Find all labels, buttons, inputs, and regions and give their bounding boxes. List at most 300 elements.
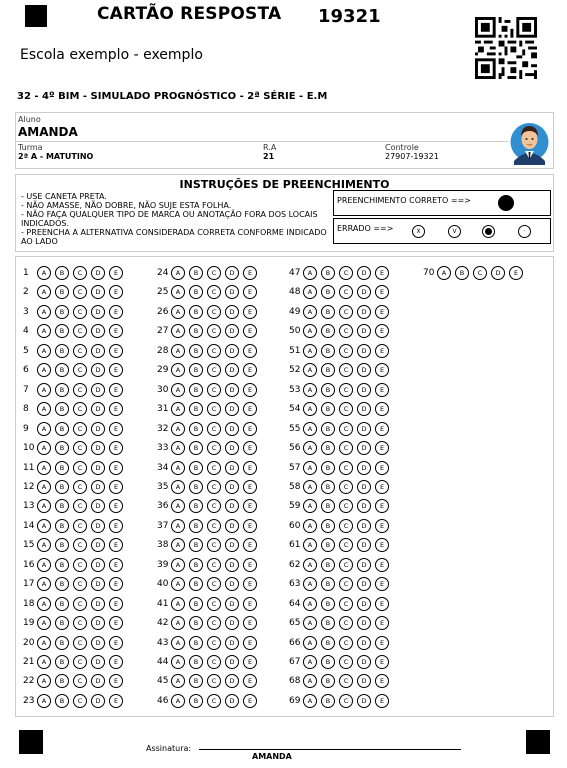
answer-bubble-d[interactable]: D [357,577,371,591]
answer-bubble-d[interactable]: D [91,519,105,533]
answer-bubble-c[interactable]: C [207,655,221,669]
answer-bubble-c[interactable]: C [73,461,87,475]
answer-bubble-b[interactable]: B [189,285,203,299]
answer-bubble-c[interactable]: C [473,266,487,280]
answer-bubble-b[interactable]: B [321,266,335,280]
answer-bubble-c[interactable]: C [73,363,87,377]
answer-bubble-e[interactable]: E [243,655,257,669]
answer-bubble-c[interactable]: C [339,558,353,572]
answer-bubble-c[interactable]: C [207,499,221,513]
answer-bubble-a[interactable]: A [303,383,317,397]
answer-bubble-d[interactable]: D [91,499,105,513]
answer-bubble-d[interactable]: D [225,363,239,377]
answer-bubble-d[interactable]: D [357,363,371,377]
answer-bubble-c[interactable]: C [207,344,221,358]
answer-bubble-b[interactable]: B [321,441,335,455]
answer-bubble-b[interactable]: B [55,461,69,475]
answer-bubble-d[interactable]: D [225,694,239,708]
answer-bubble-b[interactable]: B [321,480,335,494]
answer-bubble-e[interactable]: E [243,461,257,475]
answer-bubble-b[interactable]: B [189,441,203,455]
answer-bubble-e[interactable]: E [375,383,389,397]
answer-bubble-a[interactable]: A [303,694,317,708]
answer-bubble-a[interactable]: A [37,558,51,572]
answer-bubble-c[interactable]: C [73,383,87,397]
answer-bubble-e[interactable]: E [375,441,389,455]
answer-bubble-a[interactable]: A [171,655,185,669]
answer-bubble-b[interactable]: B [55,402,69,416]
answer-bubble-c[interactable]: C [73,558,87,572]
answer-bubble-c[interactable]: C [207,305,221,319]
answer-bubble-e[interactable]: E [375,558,389,572]
answer-bubble-d[interactable]: D [225,538,239,552]
answer-bubble-e[interactable]: E [243,324,257,338]
answer-bubble-d[interactable]: D [357,499,371,513]
answer-bubble-d[interactable]: D [357,616,371,630]
answer-bubble-a[interactable]: A [171,499,185,513]
answer-bubble-c[interactable]: C [73,597,87,611]
answer-bubble-b[interactable]: B [55,499,69,513]
answer-bubble-c[interactable]: C [207,363,221,377]
answer-bubble-d[interactable]: D [225,499,239,513]
answer-bubble-e[interactable]: E [243,480,257,494]
answer-bubble-c[interactable]: C [339,441,353,455]
answer-bubble-a[interactable]: A [303,285,317,299]
answer-bubble-e[interactable]: E [109,266,123,280]
answer-bubble-b[interactable]: B [189,324,203,338]
answer-bubble-d[interactable]: D [225,577,239,591]
answer-bubble-d[interactable]: D [225,461,239,475]
answer-bubble-a[interactable]: A [303,266,317,280]
answer-bubble-b[interactable]: B [55,285,69,299]
answer-bubble-c[interactable]: C [207,636,221,650]
answer-bubble-e[interactable]: E [109,597,123,611]
answer-bubble-b[interactable]: B [55,577,69,591]
answer-bubble-a[interactable]: A [37,441,51,455]
answer-bubble-a[interactable]: A [37,344,51,358]
answer-bubble-e[interactable]: E [109,441,123,455]
answer-bubble-d[interactable]: D [225,324,239,338]
answer-bubble-a[interactable]: A [171,577,185,591]
answer-bubble-c[interactable]: C [73,499,87,513]
answer-bubble-d[interactable]: D [91,597,105,611]
answer-bubble-a[interactable]: A [171,363,185,377]
answer-bubble-a[interactable]: A [37,636,51,650]
answer-bubble-a[interactable]: A [171,674,185,688]
answer-bubble-a[interactable]: A [37,461,51,475]
answer-bubble-b[interactable]: B [189,305,203,319]
answer-bubble-a[interactable]: A [37,285,51,299]
answer-bubble-b[interactable]: B [55,324,69,338]
answer-bubble-e[interactable]: E [243,558,257,572]
answer-bubble-e[interactable]: E [375,461,389,475]
answer-bubble-a[interactable]: A [37,422,51,436]
answer-bubble-c[interactable]: C [339,344,353,358]
answer-bubble-a[interactable]: A [171,597,185,611]
answer-bubble-a[interactable]: A [303,363,317,377]
answer-bubble-b[interactable]: B [189,694,203,708]
answer-bubble-e[interactable]: E [375,655,389,669]
answer-bubble-e[interactable]: E [375,480,389,494]
answer-bubble-c[interactable]: C [339,538,353,552]
answer-bubble-d[interactable]: D [91,461,105,475]
answer-bubble-c[interactable]: C [73,305,87,319]
answer-bubble-c[interactable]: C [73,674,87,688]
answer-bubble-e[interactable]: E [109,519,123,533]
answer-bubble-d[interactable]: D [357,674,371,688]
answer-bubble-c[interactable]: C [207,285,221,299]
answer-bubble-c[interactable]: C [339,266,353,280]
answer-bubble-a[interactable]: A [37,519,51,533]
answer-bubble-a[interactable]: A [171,324,185,338]
answer-bubble-d[interactable]: D [225,422,239,436]
answer-bubble-c[interactable]: C [73,480,87,494]
answer-bubble-a[interactable]: A [37,577,51,591]
answer-bubble-e[interactable]: E [375,344,389,358]
answer-bubble-a[interactable]: A [37,383,51,397]
answer-bubble-d[interactable]: D [91,441,105,455]
answer-bubble-c[interactable]: C [73,519,87,533]
answer-bubble-b[interactable]: B [189,577,203,591]
answer-bubble-c[interactable]: C [339,636,353,650]
answer-bubble-a[interactable]: A [37,694,51,708]
answer-bubble-e[interactable]: E [243,636,257,650]
answer-bubble-c[interactable]: C [73,538,87,552]
answer-bubble-c[interactable]: C [73,285,87,299]
answer-bubble-b[interactable]: B [189,674,203,688]
answer-bubble-a[interactable]: A [171,538,185,552]
answer-bubble-c[interactable]: C [73,422,87,436]
answer-bubble-e[interactable]: E [109,324,123,338]
answer-bubble-a[interactable]: A [303,674,317,688]
answer-bubble-b[interactable]: B [189,266,203,280]
answer-bubble-d[interactable]: D [91,480,105,494]
answer-bubble-a[interactable]: A [37,324,51,338]
answer-bubble-a[interactable]: A [303,499,317,513]
answer-bubble-a[interactable]: A [303,616,317,630]
answer-bubble-c[interactable]: C [207,324,221,338]
answer-bubble-e[interactable]: E [109,558,123,572]
answer-bubble-d[interactable]: D [91,324,105,338]
answer-bubble-e[interactable]: E [243,694,257,708]
answer-bubble-a[interactable]: A [171,266,185,280]
answer-bubble-e[interactable]: E [109,305,123,319]
answer-bubble-d[interactable]: D [225,266,239,280]
answer-bubble-a[interactable]: A [171,402,185,416]
answer-bubble-a[interactable]: A [171,305,185,319]
answer-bubble-d[interactable]: D [91,422,105,436]
answer-bubble-e[interactable]: E [243,674,257,688]
answer-bubble-d[interactable]: D [91,402,105,416]
answer-bubble-b[interactable]: B [189,655,203,669]
answer-bubble-b[interactable]: B [55,655,69,669]
answer-bubble-b[interactable]: B [55,636,69,650]
answer-bubble-d[interactable]: D [91,694,105,708]
answer-bubble-b[interactable]: B [189,461,203,475]
answer-bubble-a[interactable]: A [37,655,51,669]
answer-bubble-a[interactable]: A [303,655,317,669]
answer-bubble-d[interactable]: D [91,363,105,377]
answer-bubble-a[interactable]: A [171,344,185,358]
answer-bubble-e[interactable]: E [109,402,123,416]
answer-bubble-b[interactable]: B [189,499,203,513]
answer-bubble-c[interactable]: C [339,305,353,319]
answer-bubble-b[interactable]: B [55,480,69,494]
answer-bubble-a[interactable]: A [37,616,51,630]
answer-bubble-c[interactable]: C [73,402,87,416]
answer-bubble-b[interactable]: B [189,597,203,611]
answer-bubble-b[interactable]: B [189,480,203,494]
answer-bubble-d[interactable]: D [91,305,105,319]
answer-bubble-e[interactable]: E [109,285,123,299]
answer-bubble-b[interactable]: B [55,694,69,708]
answer-bubble-e[interactable]: E [109,655,123,669]
answer-bubble-b[interactable]: B [55,558,69,572]
answer-bubble-c[interactable]: C [207,577,221,591]
answer-bubble-d[interactable]: D [225,558,239,572]
answer-bubble-d[interactable]: D [225,597,239,611]
answer-bubble-e[interactable]: E [243,616,257,630]
answer-bubble-d[interactable]: D [225,519,239,533]
answer-bubble-b[interactable]: B [321,519,335,533]
answer-bubble-b[interactable]: B [321,499,335,513]
answer-bubble-b[interactable]: B [55,538,69,552]
answer-bubble-d[interactable]: D [225,402,239,416]
answer-bubble-d[interactable]: D [357,597,371,611]
answer-bubble-e[interactable]: E [375,324,389,338]
answer-bubble-b[interactable]: B [321,402,335,416]
answer-bubble-e[interactable]: E [375,577,389,591]
answer-bubble-c[interactable]: C [339,383,353,397]
answer-bubble-e[interactable]: E [243,402,257,416]
answer-bubble-e[interactable]: E [243,285,257,299]
answer-bubble-d[interactable]: D [357,538,371,552]
answer-bubble-d[interactable]: D [357,636,371,650]
answer-bubble-c[interactable]: C [339,285,353,299]
answer-bubble-b[interactable]: B [321,694,335,708]
answer-bubble-c[interactable]: C [207,538,221,552]
answer-bubble-d[interactable]: D [357,422,371,436]
answer-bubble-e[interactable]: E [375,402,389,416]
answer-bubble-e[interactable]: E [109,674,123,688]
answer-bubble-b[interactable]: B [189,422,203,436]
answer-bubble-b[interactable]: B [321,305,335,319]
answer-bubble-c[interactable]: C [339,422,353,436]
answer-bubble-e[interactable]: E [509,266,523,280]
answer-bubble-b[interactable]: B [55,344,69,358]
answer-bubble-c[interactable]: C [339,694,353,708]
answer-bubble-a[interactable]: A [171,480,185,494]
answer-bubble-a[interactable]: A [303,324,317,338]
answer-bubble-b[interactable]: B [189,616,203,630]
answer-bubble-a[interactable]: A [303,422,317,436]
answer-bubble-a[interactable]: A [303,558,317,572]
answer-bubble-c[interactable]: C [339,363,353,377]
answer-bubble-d[interactable]: D [357,480,371,494]
answer-bubble-d[interactable]: D [357,519,371,533]
answer-bubble-e[interactable]: E [375,285,389,299]
answer-bubble-e[interactable]: E [375,519,389,533]
answer-bubble-a[interactable]: A [171,285,185,299]
answer-bubble-b[interactable]: B [321,344,335,358]
answer-bubble-e[interactable]: E [375,363,389,377]
answer-bubble-d[interactable]: D [357,266,371,280]
answer-bubble-b[interactable]: B [321,461,335,475]
answer-bubble-c[interactable]: C [339,616,353,630]
answer-bubble-c[interactable]: C [207,694,221,708]
answer-bubble-d[interactable]: D [91,266,105,280]
answer-bubble-a[interactable]: A [37,402,51,416]
answer-bubble-a[interactable]: A [37,305,51,319]
answer-bubble-a[interactable]: A [303,519,317,533]
answer-bubble-d[interactable]: D [91,285,105,299]
answer-bubble-c[interactable]: C [73,616,87,630]
answer-bubble-e[interactable]: E [243,538,257,552]
answer-bubble-e[interactable]: E [375,499,389,513]
answer-bubble-c[interactable]: C [207,402,221,416]
answer-bubble-c[interactable]: C [339,597,353,611]
answer-bubble-e[interactable]: E [243,363,257,377]
answer-bubble-b[interactable]: B [321,636,335,650]
answer-bubble-b[interactable]: B [321,616,335,630]
answer-bubble-c[interactable]: C [73,636,87,650]
answer-bubble-b[interactable]: B [55,383,69,397]
answer-bubble-b[interactable]: B [321,558,335,572]
answer-bubble-a[interactable]: A [171,636,185,650]
answer-bubble-a[interactable]: A [303,597,317,611]
answer-bubble-b[interactable]: B [55,422,69,436]
answer-bubble-e[interactable]: E [109,499,123,513]
answer-bubble-d[interactable]: D [491,266,505,280]
answer-bubble-a[interactable]: A [171,441,185,455]
answer-bubble-d[interactable]: D [225,616,239,630]
answer-bubble-d[interactable]: D [357,461,371,475]
answer-bubble-b[interactable]: B [321,538,335,552]
answer-bubble-b[interactable]: B [321,324,335,338]
answer-bubble-d[interactable]: D [225,383,239,397]
answer-bubble-e[interactable]: E [243,597,257,611]
answer-bubble-a[interactable]: A [171,422,185,436]
answer-bubble-a[interactable]: A [37,674,51,688]
answer-bubble-e[interactable]: E [375,422,389,436]
answer-bubble-c[interactable]: C [339,655,353,669]
answer-bubble-e[interactable]: E [243,383,257,397]
answer-bubble-a[interactable]: A [303,344,317,358]
answer-bubble-a[interactable]: A [303,461,317,475]
answer-bubble-c[interactable]: C [207,441,221,455]
answer-bubble-a[interactable]: A [303,636,317,650]
answer-bubble-c[interactable]: C [73,441,87,455]
answer-bubble-b[interactable]: B [189,363,203,377]
answer-bubble-e[interactable]: E [109,363,123,377]
answer-bubble-c[interactable]: C [207,422,221,436]
answer-bubble-c[interactable]: C [339,324,353,338]
answer-bubble-e[interactable]: E [243,577,257,591]
answer-bubble-b[interactable]: B [55,266,69,280]
answer-bubble-c[interactable]: C [207,266,221,280]
answer-bubble-e[interactable]: E [243,441,257,455]
answer-bubble-d[interactable]: D [357,285,371,299]
answer-bubble-d[interactable]: D [357,305,371,319]
answer-bubble-e[interactable]: E [109,616,123,630]
answer-bubble-b[interactable]: B [189,636,203,650]
answer-bubble-c[interactable]: C [207,558,221,572]
answer-bubble-d[interactable]: D [225,674,239,688]
answer-bubble-c[interactable]: C [339,519,353,533]
answer-bubble-e[interactable]: E [375,305,389,319]
answer-bubble-d[interactable]: D [357,402,371,416]
answer-bubble-b[interactable]: B [189,519,203,533]
answer-bubble-e[interactable]: E [243,499,257,513]
answer-bubble-c[interactable]: C [73,266,87,280]
answer-bubble-b[interactable]: B [55,519,69,533]
answer-bubble-a[interactable]: A [171,519,185,533]
answer-bubble-b[interactable]: B [321,577,335,591]
answer-bubble-d[interactable]: D [357,383,371,397]
answer-bubble-c[interactable]: C [73,577,87,591]
answer-bubble-a[interactable]: A [437,266,451,280]
answer-bubble-d[interactable]: D [357,441,371,455]
answer-bubble-a[interactable]: A [37,266,51,280]
answer-bubble-b[interactable]: B [189,402,203,416]
answer-bubble-a[interactable]: A [171,558,185,572]
answer-bubble-d[interactable]: D [91,538,105,552]
answer-bubble-d[interactable]: D [91,383,105,397]
answer-bubble-c[interactable]: C [207,519,221,533]
answer-bubble-d[interactable]: D [91,655,105,669]
answer-bubble-d[interactable]: D [357,655,371,669]
answer-bubble-d[interactable]: D [357,344,371,358]
answer-bubble-d[interactable]: D [91,577,105,591]
answer-bubble-b[interactable]: B [55,305,69,319]
answer-bubble-d[interactable]: D [225,636,239,650]
answer-bubble-b[interactable]: B [189,383,203,397]
answer-bubble-e[interactable]: E [109,694,123,708]
answer-bubble-b[interactable]: B [55,363,69,377]
answer-bubble-e[interactable]: E [109,538,123,552]
answer-bubble-a[interactable]: A [37,363,51,377]
answer-bubble-d[interactable]: D [91,558,105,572]
answer-bubble-e[interactable]: E [109,383,123,397]
answer-bubble-e[interactable]: E [243,344,257,358]
answer-bubble-d[interactable]: D [357,324,371,338]
answer-bubble-b[interactable]: B [189,538,203,552]
answer-bubble-a[interactable]: A [303,538,317,552]
answer-bubble-c[interactable]: C [207,480,221,494]
answer-bubble-e[interactable]: E [243,422,257,436]
answer-bubble-b[interactable]: B [55,674,69,688]
answer-bubble-a[interactable]: A [37,480,51,494]
answer-bubble-b[interactable]: B [321,655,335,669]
answer-bubble-c[interactable]: C [73,324,87,338]
answer-bubble-b[interactable]: B [455,266,469,280]
answer-bubble-d[interactable]: D [225,441,239,455]
answer-bubble-a[interactable]: A [303,577,317,591]
answer-bubble-c[interactable]: C [339,499,353,513]
answer-bubble-c[interactable]: C [207,383,221,397]
answer-bubble-d[interactable]: D [225,305,239,319]
answer-bubble-c[interactable]: C [207,674,221,688]
answer-bubble-b[interactable]: B [55,616,69,630]
answer-bubble-a[interactable]: A [37,597,51,611]
answer-bubble-a[interactable]: A [171,461,185,475]
answer-bubble-e[interactable]: E [109,422,123,436]
answer-bubble-c[interactable]: C [73,694,87,708]
answer-bubble-a[interactable]: A [171,616,185,630]
answer-bubble-a[interactable]: A [37,499,51,513]
answer-bubble-e[interactable]: E [109,461,123,475]
answer-bubble-d[interactable]: D [91,344,105,358]
